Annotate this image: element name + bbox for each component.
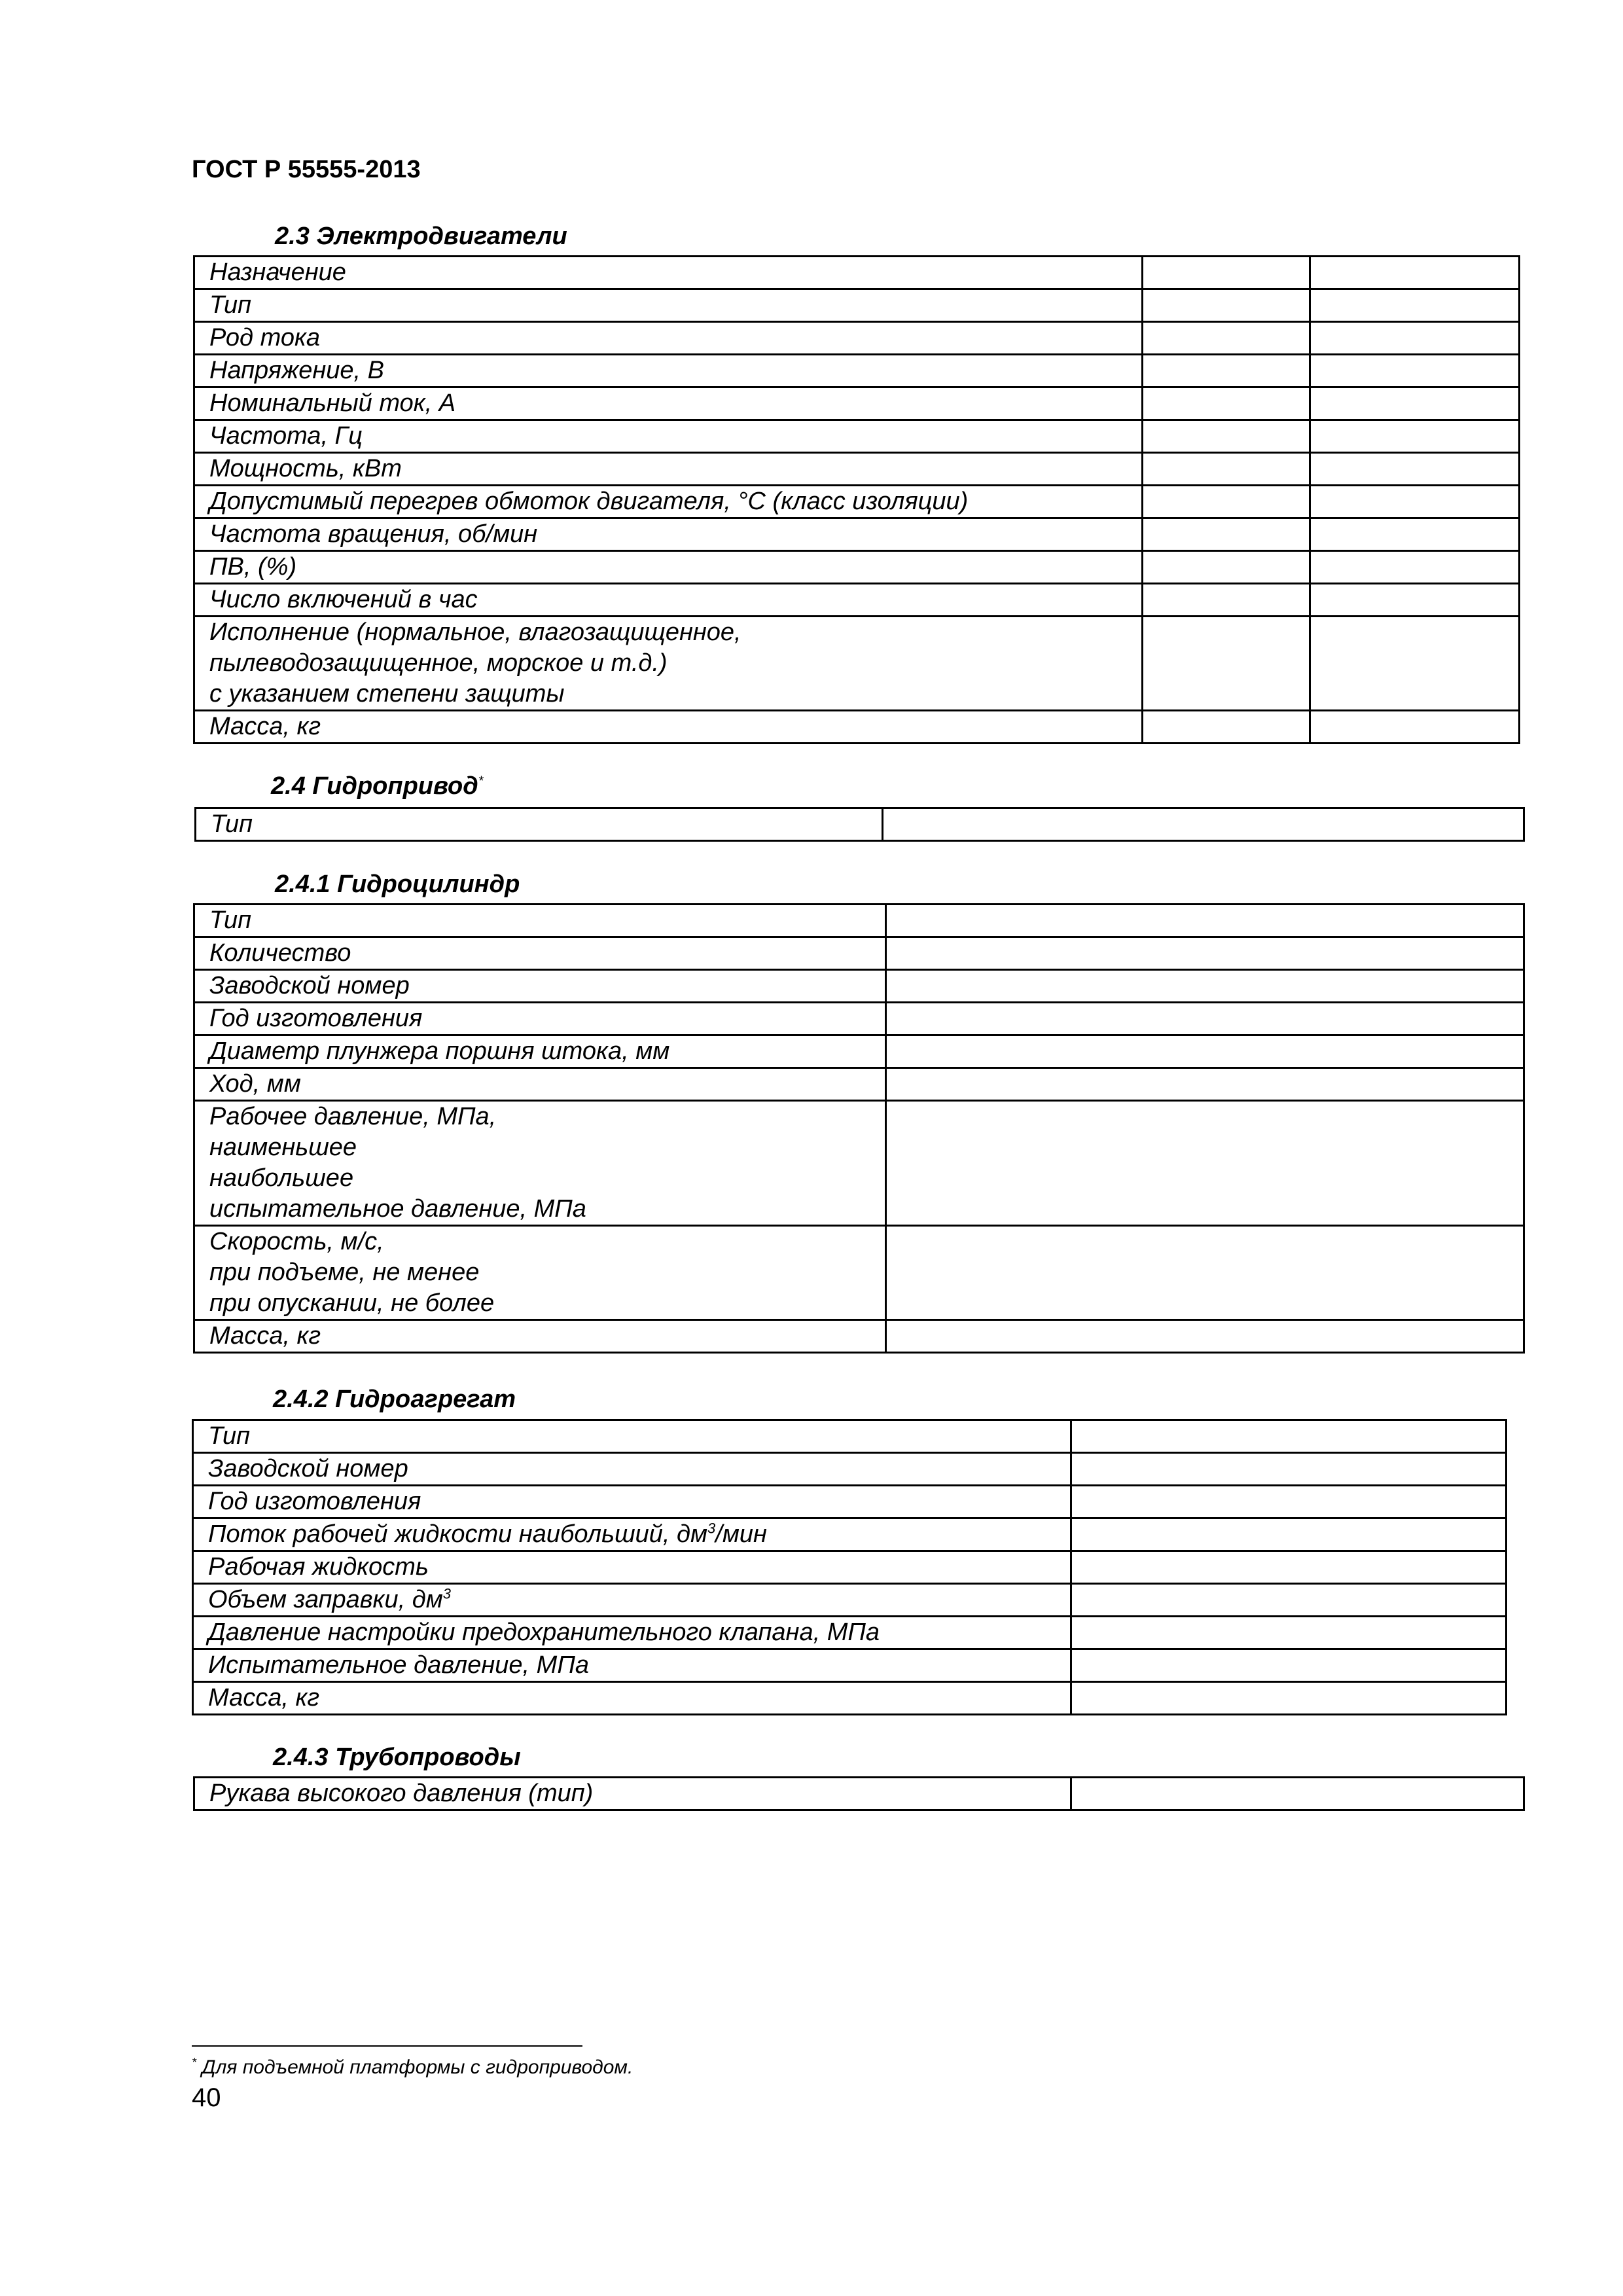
- table-row: [196, 808, 1524, 841]
- value-cell[interactable]: [1310, 617, 1520, 711]
- value-cell[interactable]: [1143, 420, 1310, 453]
- value-cell[interactable]: [1310, 420, 1520, 453]
- parameter-label: Год изготовления: [193, 1486, 1071, 1518]
- footnote-separator: [192, 2045, 582, 2047]
- parameter-label: Масса, кг: [194, 1320, 886, 1353]
- parameter-label: Допустимый перегрев обмоток двигателя, °С (класс изоляции): [194, 486, 1143, 518]
- value-cell[interactable]: [1071, 1584, 1507, 1617]
- value-cell[interactable]: [1143, 711, 1310, 744]
- parameter-label: Частота, Гц: [194, 420, 1143, 453]
- parameter-label: Скорость, м/с, при подъеме, не менее при опускании, не более: [194, 1226, 886, 1320]
- value-cell[interactable]: [1310, 289, 1520, 322]
- table-row: [194, 1068, 1524, 1101]
- table-row: [193, 1420, 1507, 1453]
- value-cell[interactable]: [1071, 1682, 1507, 1715]
- value-cell[interactable]: [886, 905, 1524, 937]
- table-row: [193, 1486, 1507, 1518]
- value-cell[interactable]: [1143, 289, 1310, 322]
- parameter-label: ПВ, (%): [194, 551, 1143, 584]
- parameter-label: Тип: [194, 289, 1143, 322]
- value-cell[interactable]: [1143, 387, 1310, 420]
- table-row: [194, 1778, 1524, 1810]
- value-cell[interactable]: [886, 1101, 1524, 1226]
- value-cell[interactable]: [1071, 1551, 1507, 1584]
- parameter-label: Рукава высокого давления (тип): [194, 1778, 1071, 1810]
- parameter-label: Год изготовления: [194, 1003, 886, 1035]
- table-row: [194, 551, 1520, 584]
- parameter-label: Тип: [194, 905, 886, 937]
- table-row: [194, 584, 1520, 617]
- table-row: [194, 1101, 1524, 1226]
- value-cell[interactable]: [1071, 1486, 1507, 1518]
- footnote: * Для подъемной платформы с гидроприводом.: [192, 2056, 633, 2078]
- parameter-label: Тип: [193, 1420, 1071, 1453]
- parameter-label: Испытательное давление, МПа: [193, 1649, 1071, 1682]
- section-title-2-4-3: 2.4.3 Трубопроводы: [273, 1744, 521, 1771]
- value-cell[interactable]: [1310, 355, 1520, 387]
- table-row: [194, 1035, 1524, 1068]
- value-cell[interactable]: [1310, 322, 1520, 355]
- table-row: [193, 1518, 1507, 1551]
- value-cell[interactable]: [886, 1035, 1524, 1068]
- parameter-label: Заводской номер: [193, 1453, 1071, 1486]
- table-row: [193, 1584, 1507, 1617]
- table-row: [193, 1551, 1507, 1584]
- table-row: [194, 257, 1520, 289]
- table-electric-motors: [193, 255, 1520, 744]
- section-title-2-4: 2.4 Гидропривод*: [271, 772, 484, 800]
- parameter-label: Рабочее давление, МПа, наименьшее наибольшее испытательное давление, МПа: [194, 1101, 886, 1226]
- parameter-label: Поток рабочей жидкости наибольший, $дм^3$/мин: [193, 1518, 1071, 1551]
- value-cell[interactable]: [1143, 617, 1310, 711]
- table-row: [194, 1226, 1524, 1320]
- table-pipelines: [193, 1776, 1525, 1811]
- parameter-label: Количество: [194, 937, 886, 970]
- value-cell[interactable]: [1310, 551, 1520, 584]
- footnote-marker: *: [478, 774, 484, 789]
- table-hydraulic-unit: [192, 1419, 1507, 1715]
- parameter-label: Тип: [196, 808, 883, 841]
- value-cell[interactable]: [1143, 453, 1310, 486]
- table-row: [194, 905, 1524, 937]
- parameter-label: Рабочая жидкость: [193, 1551, 1071, 1584]
- value-cell[interactable]: [1310, 518, 1520, 551]
- parameter-label: Мощность, кВт: [194, 453, 1143, 486]
- document-code: ГОСТ Р 55555-2013: [192, 156, 421, 183]
- section-title-2-3: 2.3 Электродвигатели: [275, 223, 567, 250]
- table-row: [194, 486, 1520, 518]
- parameter-label: Масса, кг: [193, 1682, 1071, 1715]
- page-number: 40: [192, 2083, 221, 2112]
- parameter-label: Заводской номер: [194, 970, 886, 1003]
- parameter-label: Диаметр плунжера поршня штока, мм: [194, 1035, 886, 1068]
- value-cell[interactable]: [886, 1068, 1524, 1101]
- table-row: [194, 711, 1520, 744]
- value-cell[interactable]: [886, 1320, 1524, 1353]
- table-row: [194, 1003, 1524, 1035]
- table-row: [193, 1617, 1507, 1649]
- value-cell[interactable]: [886, 1226, 1524, 1320]
- table-row: [194, 518, 1520, 551]
- parameter-label: Ход, мм: [194, 1068, 886, 1101]
- table-row: [194, 387, 1520, 420]
- parameter-label: Род тока: [194, 322, 1143, 355]
- value-cell[interactable]: [1143, 518, 1310, 551]
- parameter-label: Частота вращения, об/мин: [194, 518, 1143, 551]
- parameter-label: Назначение: [194, 257, 1143, 289]
- value-cell[interactable]: [1071, 1518, 1507, 1551]
- parameter-label: Напряжение, В: [194, 355, 1143, 387]
- table-row: [193, 1682, 1507, 1715]
- value-cell[interactable]: [1310, 453, 1520, 486]
- parameter-label: Масса, кг: [194, 711, 1143, 744]
- table-hydraulic-drive: [194, 807, 1525, 842]
- table-hydraulic-cylinder: [193, 903, 1525, 1354]
- value-cell[interactable]: [1143, 355, 1310, 387]
- table-row: [194, 420, 1520, 453]
- table-row: [194, 289, 1520, 322]
- value-cell[interactable]: [1143, 486, 1310, 518]
- value-cell[interactable]: [1071, 1778, 1524, 1810]
- value-cell[interactable]: [886, 937, 1524, 970]
- value-cell[interactable]: [1310, 711, 1520, 744]
- section-title-2-4-1: 2.4.1 Гидроцилиндр: [275, 870, 520, 898]
- parameter-label: Число включений в час: [194, 584, 1143, 617]
- parameter-label: Давление настройки предохранительного клапана, МПа: [193, 1617, 1071, 1649]
- table-row: [194, 617, 1520, 711]
- value-cell[interactable]: [1143, 322, 1310, 355]
- value-cell[interactable]: [1310, 387, 1520, 420]
- value-cell[interactable]: [1071, 1453, 1507, 1486]
- section-title-2-4-2: 2.4.2 Гидроагрегат: [273, 1386, 516, 1413]
- table-row: [193, 1453, 1507, 1486]
- value-cell[interactable]: [1071, 1617, 1507, 1649]
- parameter-label: Исполнение (нормальное, влагозащищенное, пылеводозащищенное, морское и т.д.) с указанием степени защиты: [194, 617, 1143, 711]
- value-cell[interactable]: [886, 970, 1524, 1003]
- table-row: [194, 322, 1520, 355]
- table-row: [194, 355, 1520, 387]
- value-cell[interactable]: [1310, 486, 1520, 518]
- value-cell[interactable]: [1143, 551, 1310, 584]
- table-row: [194, 453, 1520, 486]
- value-cell[interactable]: [1071, 1420, 1507, 1453]
- value-cell[interactable]: [1310, 584, 1520, 617]
- table-row: [194, 937, 1524, 970]
- parameter-label: Номинальный ток, А: [194, 387, 1143, 420]
- table-row: [193, 1649, 1507, 1682]
- table-row: [194, 1320, 1524, 1353]
- parameter-label: Объем заправки, $дм^3$: [193, 1584, 1071, 1617]
- value-cell[interactable]: [1143, 584, 1310, 617]
- value-cell[interactable]: [1310, 257, 1520, 289]
- table-row: [194, 970, 1524, 1003]
- value-cell[interactable]: [886, 1003, 1524, 1035]
- value-cell[interactable]: [1071, 1649, 1507, 1682]
- value-cell[interactable]: [883, 808, 1524, 841]
- value-cell[interactable]: [1143, 257, 1310, 289]
